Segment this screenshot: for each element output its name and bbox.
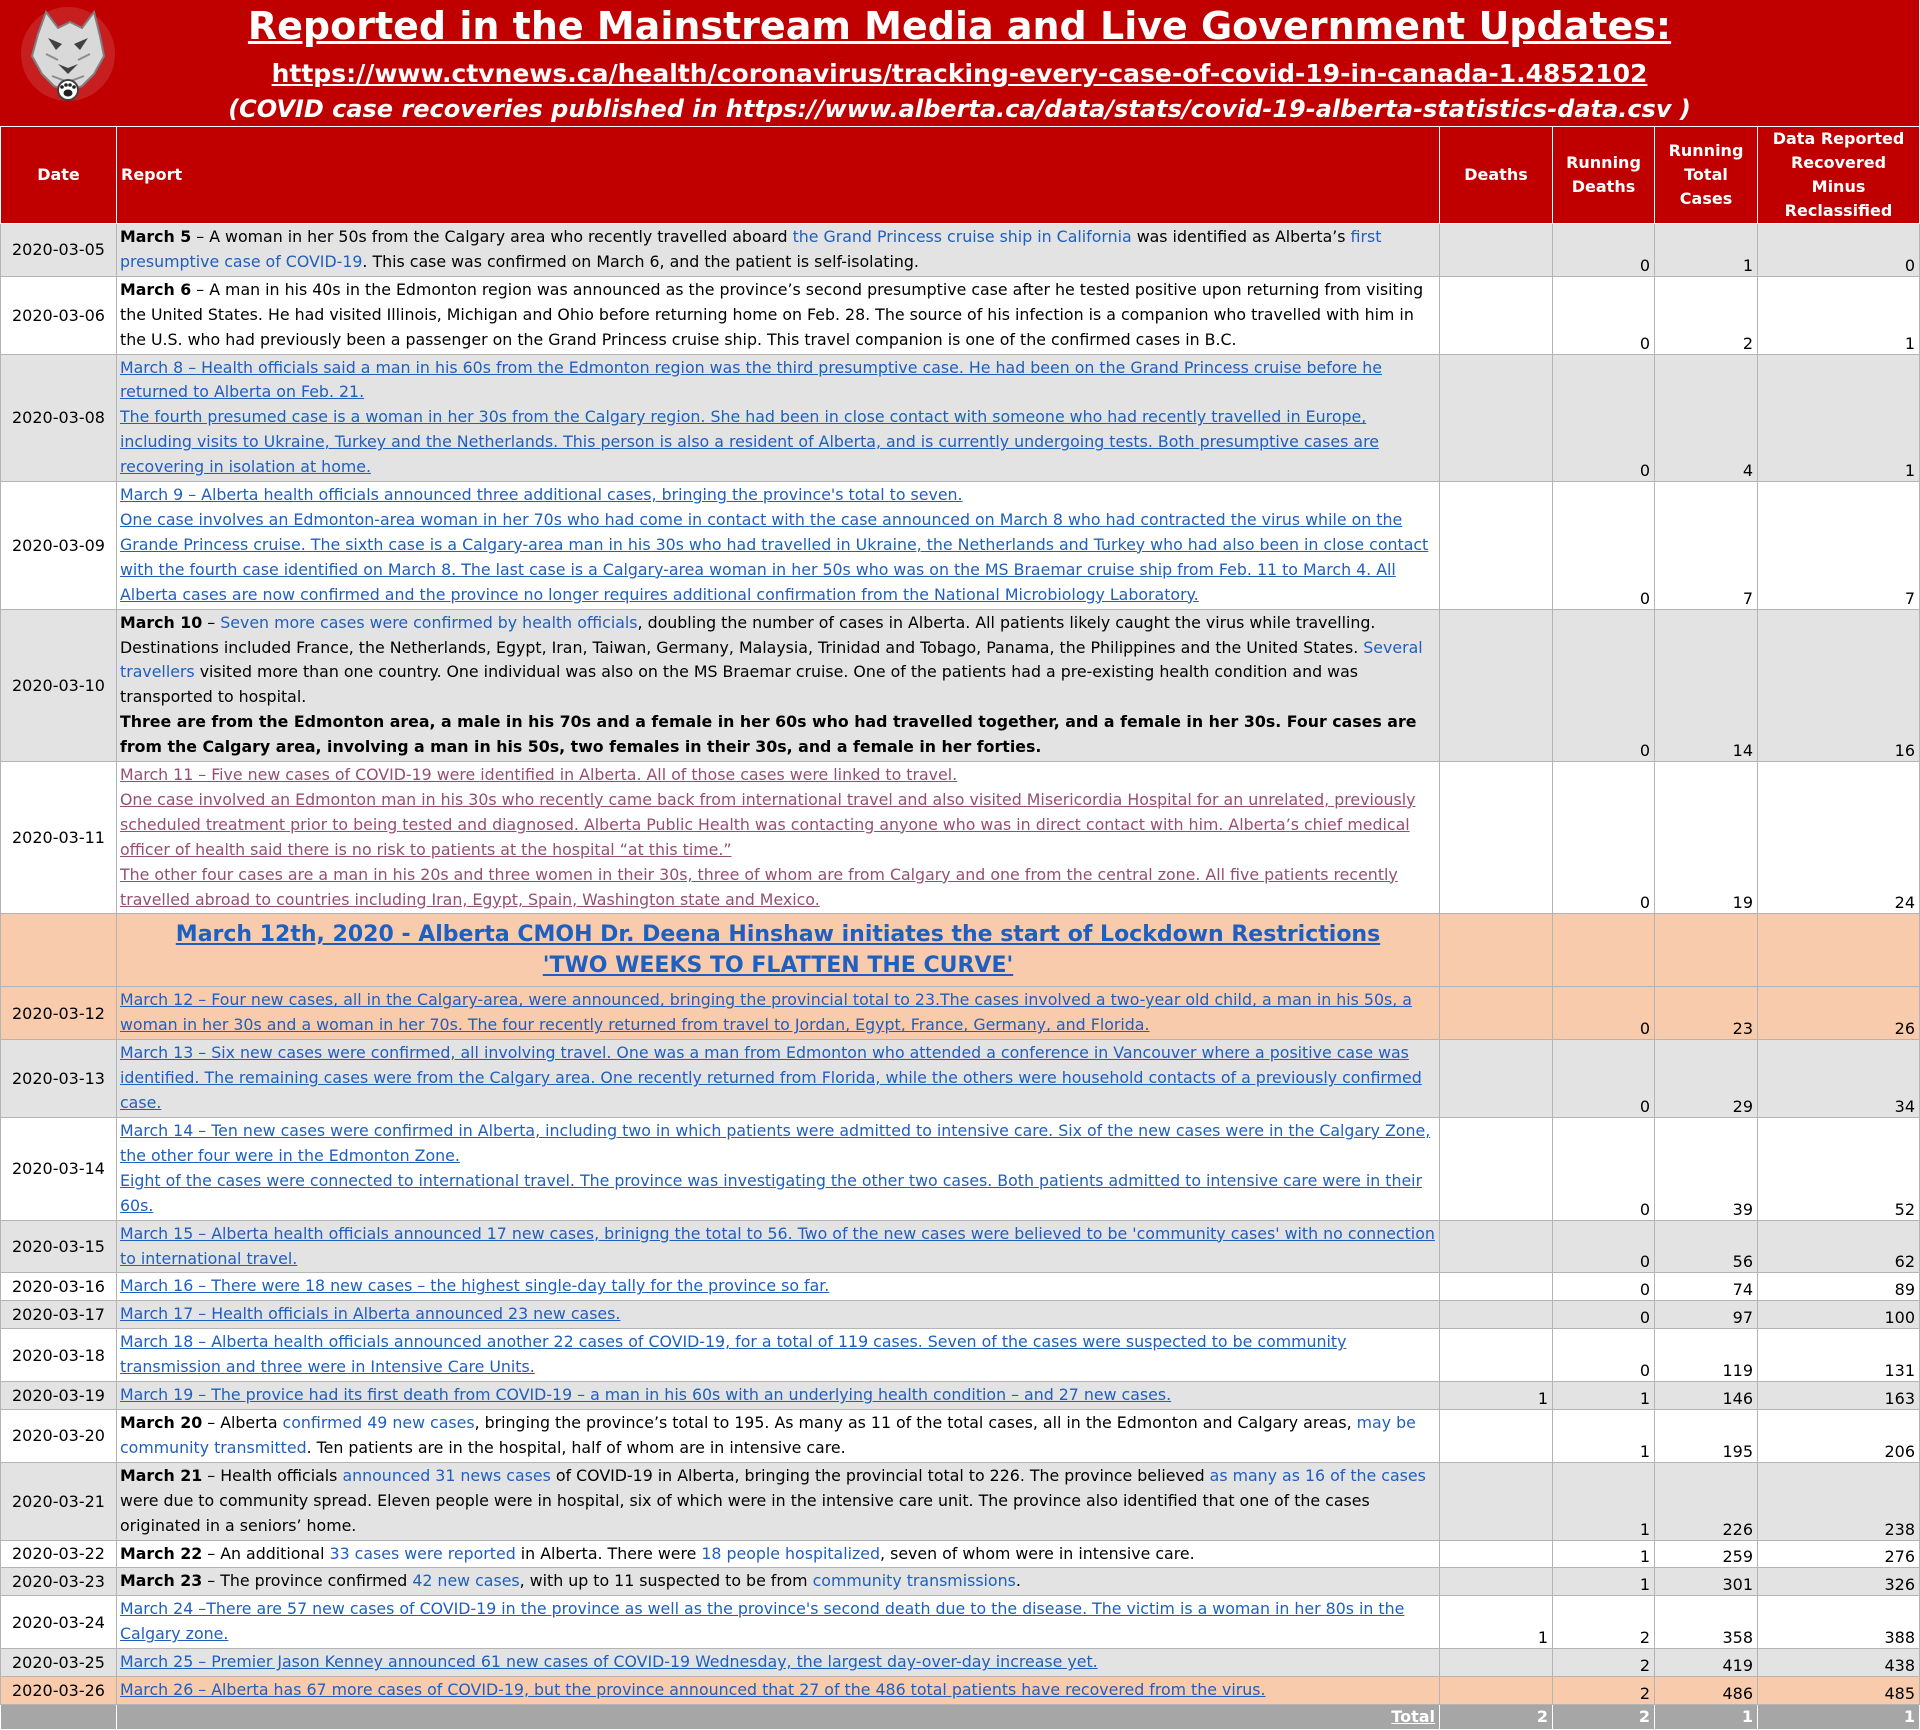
report-text: , bringing the province’s total to 195. As many as 11 of the total cases, all in the Edmonton and Calgary areas, [474,1412,1357,1432]
deaths-cell [1440,1220,1553,1273]
report-text: of COVID-19 in Alberta, bringing the provincial total to 226. The province believed [550,1465,1210,1485]
deaths-cell [1440,1040,1553,1118]
running-total-cell [1655,914,1758,987]
report-text: – An additional [202,1543,330,1563]
deaths-cell [1440,482,1553,610]
lockdown-banner-row [1,914,1920,987]
report-link[interactable]: March 26 – Alberta has 67 more cases of COVID-19, but the province announced that 27 of the 486 total patients have recovered from the virus. [120,1680,1266,1700]
report-text: – [202,612,221,632]
running-total-cell: 119 [1655,1329,1758,1382]
date-cell: 2020-03-15 [1,1220,117,1273]
report-date-label: March 6 [120,279,192,299]
recovered-cell: 485 [1758,1677,1920,1705]
recovered-cell: 26 [1758,987,1920,1040]
report-cell [117,1382,1440,1410]
report-link[interactable]: March 19 – The provice had its first death from COVID-19 – a man in his 60s with an underlying health condition – and 27 new cases. [120,1385,1172,1405]
date-cell: 2020-03-05 [1,224,117,277]
running-deaths-cell: 0 [1553,1329,1655,1382]
recovered-cell: 100 [1758,1301,1920,1329]
table-row [1,1409,1920,1462]
recovered-cell: 7 [1758,482,1920,610]
date-cell: 2020-03-25 [1,1649,117,1677]
recovered-cell: 24 [1758,762,1920,914]
table-row [1,1568,1920,1596]
report-link[interactable]: March 8 – Health officials said a man in his 60s from the Edmonton region was the third presumptive case. He had been on the Grand Princess cruise before he returned to Alberta on Feb. 21. [120,357,1383,402]
deaths-cell [1440,1540,1553,1568]
table-row [1,1596,1920,1649]
table-row [1,609,1920,761]
report-link[interactable]: confirmed 49 new cases [282,1412,475,1432]
running-deaths-cell: 0 [1553,987,1655,1040]
table-row [1,1649,1920,1677]
running-deaths-cell: 0 [1553,609,1655,761]
table-row [1,276,1920,354]
report-text: . [1015,1571,1021,1591]
running-total-cell: 97 [1655,1301,1758,1329]
date-cell: 2020-03-26 [1,1677,117,1705]
report-text: , seven of whom were in intensive care. [880,1543,1195,1563]
table-row [1,1462,1920,1540]
table-row [1,224,1920,277]
recovered-cell: 0 [1758,224,1920,277]
report-cell [117,1273,1440,1301]
column-header-date: Date [1,127,117,224]
running-deaths-cell: 0 [1553,762,1655,914]
report-cell [117,1649,1440,1677]
total-label: Total [1391,1707,1435,1727]
column-header-report: Report [117,127,1440,224]
report-text: – A woman in her 50s from the Calgary area who recently travelled aboard [191,227,793,246]
running-deaths-cell: 0 [1553,1118,1655,1221]
running-total-cell: 2 [1655,276,1758,354]
table-row [1,1118,1920,1221]
report-cell [117,987,1440,1040]
running-deaths-cell: 0 [1553,1220,1655,1273]
running-deaths-cell: 0 [1553,1273,1655,1301]
running-total-cell: 419 [1655,1649,1758,1677]
report-link[interactable]: 18 people hospitalized [701,1543,881,1563]
date-cell: 2020-03-21 [1,1462,117,1540]
running-deaths-cell: 0 [1553,1040,1655,1118]
report-link[interactable]: Eight of the cases were connected to international travel. The province was investigating the other two cases. Both patients admitted to intensive care were in their 60s. [120,1170,1423,1215]
report-cell [117,1596,1440,1649]
date-cell [1,914,117,987]
report-text: visited more than one country. One individual was also on the MS Braemar cruise. One of the patients had a pre-existing health condition and was transported to hospital. [120,662,1358,707]
table-row [1,1382,1920,1410]
report-link[interactable]: Several travellers [120,637,1423,682]
date-cell: 2020-03-10 [1,609,117,761]
date-cell: 2020-03-22 [1,1540,117,1568]
running-deaths-cell: 2 [1553,1677,1655,1705]
report-text: – A man in his 40s in the Edmonton region was announced as the province’s second presumptive case after he tested positive upon returning from visiting the United States. He had visited Illinois, Michigan and Ohio before returning home on Feb. 28. The source of his infection is a companion who travelled with him in the U.S. who had previously been a passenger on the Grand Princess cruise ship. This travel companion is one of the confirmed cases in B.C. [120,279,1424,349]
running-deaths-cell: 0 [1553,354,1655,482]
report-cell [117,1220,1440,1273]
deaths-cell [1440,1568,1553,1596]
running-total-cell: 56 [1655,1220,1758,1273]
page-title: Reported in the Mainstream Media and Live Government Updates: [247,4,1672,48]
running-deaths-cell: 1 [1553,1382,1655,1410]
report-link[interactable]: March 12 – Four new cases, all in the Calgary-area, were announced, bringing the provincial total to 23.The cases involved a two-year old child, a man in his 50s, a woman in her 30s and a woman in her 70s. The four recently returned from travel to Jordan, Egypt, France, Germany, and Florida. [120,990,1412,1035]
date-cell: 2020-03-24 [1,1596,117,1649]
recovered-cell: 62 [1758,1220,1920,1273]
report-link[interactable]: One case involves an Edmonton-area woman in her 70s who had come in contact with the case announced on March 8 who had contracted the virus while on the Grande Princess cruise. The sixth case is a Calgary-area man in his 30s who had travelled in Ukraine, the Netherlands and Turkey who had also been in close contact with the fourth case identified on March 8. The last case is a Calgary-area woman in her 50s who was on the MS Braemar cruise ship from Feb. 11 to March 4. All Alberta cases are now confirmed and the province no longer requires additional confirmation from the National Microbiology Laboratory. [120,509,1429,604]
total-deaths-cell: 2 [1440,1704,1553,1729]
report-link[interactable]: The fourth presumed case is a woman in her 30s from the Calgary region. She had been in close contact with someone who had recently travelled in Europe, including visits to Ukraine, Turkey and the Netherlands. This person is also a resident of Alberta, and is currently undergoing tests. Both presumptive cases are recovering in isolation at home. [120,407,1379,477]
report-link[interactable]: announced 31 news cases [342,1465,551,1485]
running-total-cell: 23 [1655,987,1758,1040]
deaths-cell [1440,914,1553,987]
running-total-cell: 19 [1655,762,1758,914]
running-total-cell: 7 [1655,482,1758,610]
running-deaths-cell: 0 [1553,276,1655,354]
table-row [1,1273,1920,1301]
deaths-cell: 1 [1440,1596,1553,1649]
report-text: were due to community spread. Eleven people were in hospital, six of which were in the intensive care unit. The province also identified that one of the cases originated in a seniors’ home. [120,1490,1370,1535]
date-cell: 2020-03-23 [1,1568,117,1596]
column-header-running-deaths: Running Deaths [1553,127,1655,224]
running-deaths-cell: 1 [1553,1568,1655,1596]
total-label-cell [117,1704,1440,1729]
report-cell [117,1118,1440,1221]
report-link[interactable]: March 15 – Alberta health officials announced 17 new cases, brinigng the total to 56. Two of the new cases were believed to be 'community cases' with no connection to international travel. [120,1223,1435,1268]
running-deaths-cell: 0 [1553,482,1655,610]
running-deaths-cell: 1 [1553,1409,1655,1462]
table-header-row [1,127,1920,224]
report-text: – Alberta [202,1412,283,1432]
running-total-cell: 146 [1655,1382,1758,1410]
report-text: . Ten patients are in the hospital, half of whom are in intensive care. [306,1437,846,1457]
running-total-cell: 1 [1655,224,1758,277]
report-text: , with up to 11 suspected to be from [519,1571,813,1591]
report-link[interactable]: March 24 –There are 57 new cases of COVID-19 in the province as well as the province's second death due to the disease. The victim is a woman in her 80s in the Calgary zone. [120,1599,1405,1644]
report-cell [117,1329,1440,1382]
recovered-cell: 1 [1758,354,1920,482]
deaths-cell [1440,1649,1553,1677]
table-row [1,354,1920,482]
date-cell: 2020-03-06 [1,276,117,354]
report-link[interactable]: the Grand Princess cruise ship in California [792,227,1132,246]
report-cell [117,482,1440,610]
recovered-cell: 206 [1758,1409,1920,1462]
column-header-recovered: Data Reported Recovered Minus Reclassified [1758,127,1920,224]
report-link[interactable]: March 17 – Health officials in Alberta announced 23 new cases. [120,1304,621,1324]
recovered-cell: 89 [1758,1273,1920,1301]
deaths-cell [1440,1118,1553,1221]
deaths-cell [1440,1462,1553,1540]
table-row [1,482,1920,610]
report-link[interactable]: 42 new cases [412,1571,520,1591]
total-recovered-cell: 1 [1758,1704,1920,1729]
deaths-cell [1440,987,1553,1040]
recovered-cell: 52 [1758,1118,1920,1221]
date-cell: 2020-03-14 [1,1118,117,1221]
running-total-cell: 259 [1655,1540,1758,1568]
table-row [1,1540,1920,1568]
deaths-cell [1440,354,1553,482]
running-deaths-cell: 2 [1553,1649,1655,1677]
report-cell [117,1040,1440,1118]
total-row [1,1704,1920,1729]
report-link[interactable]: March 16 – There were 18 new cases – the highest single-day tally for the province so far. [120,1276,830,1296]
date-cell: 2020-03-08 [1,354,117,482]
deaths-cell [1440,1329,1553,1382]
date-cell: 2020-03-09 [1,482,117,610]
report-link[interactable]: March 13 – Six new cases were confirmed, all involving travel. One was a man from Edmonton who attended a conference in Vancouver where a positive case was identified. The remaining cases were from the Calgary area. One recently returned from Florida, while the others were household contacts of a previously confirmed case. [120,1043,1422,1113]
report-link[interactable]: March 18 – Alberta health officials announced another 22 cases of COVID-19, for a total of 119 cases. Seven of the cases were suspected to be community transmission and three were in Intensive Care Units. [120,1332,1347,1377]
deaths-cell [1440,1677,1553,1705]
report-link[interactable]: March 11 – Five new cases of COVID-19 were identified in Alberta. All of those cases were linked to travel. [120,765,958,785]
table-row [1,762,1920,914]
date-cell: 2020-03-17 [1,1301,117,1329]
report-link[interactable]: The other four cases are a man in his 20s and three women in their 30s, three of whom are from Calgary and one from the central zone. All five patients recently travelled abroad to countries including Iran, Egypt, Spain, Washington state and Mexico. [120,864,1398,909]
date-cell: 2020-03-16 [1,1273,117,1301]
report-cell [117,1677,1440,1705]
running-total-cell: 195 [1655,1409,1758,1462]
deaths-cell: 1 [1440,1382,1553,1410]
recovered-cell: 163 [1758,1382,1920,1410]
report-link[interactable]: March 25 – Premier Jason Kenney announced 61 new cases of COVID-19 Wednesday, the largest day-over-day increase yet. [120,1652,1098,1672]
report-cell [117,224,1440,277]
lockdown-line-2[interactable]: 'TWO WEEKS TO FLATTEN THE CURVE' [542,953,1014,979]
running-total-cell: 29 [1655,1040,1758,1118]
recovered-cell: 438 [1758,1649,1920,1677]
running-total-cell: 4 [1655,354,1758,482]
running-deaths-cell: 0 [1553,1301,1655,1329]
report-cell [117,762,1440,914]
table-row [1,987,1920,1040]
recovered-cell: 326 [1758,1568,1920,1596]
table-row [1,1677,1920,1705]
recovered-cell: 16 [1758,609,1920,761]
report-cell [117,1568,1440,1596]
deaths-cell [1440,1409,1553,1462]
date-cell: 2020-03-19 [1,1382,117,1410]
recovered-cell: 238 [1758,1462,1920,1540]
report-date-label: March 21 [120,1465,203,1485]
report-date-label: March 10 [120,612,203,632]
deaths-cell [1440,609,1553,761]
report-link[interactable]: may be community transmitted [120,1412,1416,1457]
report-text: , doubling the number of cases in Alberta. All patients likely caught the virus while travelling. Destinations included France, the Netherlands, Egypt, Iran, Taiwan, Germany, Malaysia, Trinidad and Tobago, Panama, the Philippines and the United States. [120,612,1376,657]
source-url-link[interactable]: https://www.ctvnews.ca/health/coronavirus/tracking-every-case-of-covid-19-in-canada-1.4852102 [271,59,1648,88]
header-banner [0,0,1919,126]
cases-table [0,126,1920,1730]
lockdown-announcement[interactable] [117,914,1440,987]
report-text: – Health officials [202,1465,343,1485]
running-deaths-cell: 0 [1553,224,1655,277]
running-total-cell: 39 [1655,1118,1758,1221]
report-date-label: March 20 [120,1412,203,1432]
running-total-cell: 74 [1655,1273,1758,1301]
running-total-cell: 358 [1655,1596,1758,1649]
running-deaths-cell: 1 [1553,1462,1655,1540]
running-deaths-cell [1553,914,1655,987]
deaths-cell [1440,224,1553,277]
running-total-cell: 14 [1655,609,1758,761]
total-running-deaths-cell: 2 [1553,1704,1655,1729]
date-cell: 2020-03-11 [1,762,117,914]
report-text: . This case was confirmed on March 6, and the patient is self-isolating. [362,251,919,271]
table-row [1,1040,1920,1118]
deaths-cell [1440,1273,1553,1301]
table-row [1,1301,1920,1329]
report-text: – The province confirmed [202,1571,413,1591]
running-total-cell: 226 [1655,1462,1758,1540]
recovered-cell: 34 [1758,1040,1920,1118]
date-cell: 2020-03-13 [1,1040,117,1118]
deaths-cell [1440,276,1553,354]
report-date-label: March 22 [120,1543,203,1563]
report-bold-paragraph: Three are from the Edmonton area, a male in his 70s and a female in her 60s who had travelled together, and a female in her 30s. Four cases are from the Calgary area, involving a man in his 50s, two females in their 30s, and a female in her forties. [120,712,1417,757]
report-cell [117,1409,1440,1462]
date-cell: 2020-03-12 [1,987,117,1040]
recovered-cell: 131 [1758,1329,1920,1382]
recovered-cell: 276 [1758,1540,1920,1568]
recovered-cell: 388 [1758,1596,1920,1649]
report-cell [117,1462,1440,1540]
report-text: in Alberta. There were [515,1543,702,1563]
lockdown-line-1[interactable]: March 12th, 2020 - Alberta CMOH Dr. Deena Hinshaw initiates the start of Lockdown Restrictions [175,922,1381,948]
recovered-cell: 1 [1758,276,1920,354]
date-cell [1,1704,117,1729]
report-text: was identified as Alberta’s [1131,227,1351,246]
recovered-cell [1758,914,1920,987]
report-cell [117,354,1440,482]
report-link[interactable]: community transmissions [812,1571,1016,1591]
report-date-label: March 5 [120,227,192,246]
report-link[interactable]: 33 cases were reported [329,1543,516,1563]
running-total-cell: 301 [1655,1568,1758,1596]
deaths-cell [1440,762,1553,914]
column-header-running-total: Running Total Cases [1655,127,1758,224]
wolf-logo-icon [18,4,118,104]
date-cell: 2020-03-20 [1,1409,117,1462]
table-row [1,1220,1920,1273]
running-deaths-cell: 1 [1553,1540,1655,1568]
column-header-deaths: Deaths [1440,127,1553,224]
total-running-total-cell: 1 [1655,1704,1758,1729]
report-date-label: March 23 [120,1571,203,1591]
report-link[interactable]: March 14 – Ten new cases were confirmed in Alberta, including two in which patients were admitted to intensive care. Six of the new cases were in the Calgary Zone, the other four were in the Edmonton Zone. [120,1121,1431,1165]
running-total-cell: 486 [1655,1677,1758,1705]
date-cell: 2020-03-18 [1,1329,117,1382]
report-link[interactable]: March 9 – Alberta health officials announced three additional cases, bringing the province's total to seven. [120,485,963,505]
report-cell [117,1301,1440,1329]
report-cell [117,609,1440,761]
report-cell [117,276,1440,354]
table-row [1,1329,1920,1382]
report-link[interactable]: as many as 16 of the cases [1209,1465,1426,1485]
report-link[interactable]: One case involved an Edmonton man in his 30s who recently came back from international travel and also visited Misericordia Hospital for an unrelated, previously scheduled treatment prior to being tested and diagnosed. Alberta Public Health was contacting anyone who was in direct contact with him. Alberta’s chief medical officer of health said there is no risk to patients at the hospital “at this time.” [120,789,1416,859]
running-deaths-cell: 2 [1553,1596,1655,1649]
report-cell [117,1540,1440,1568]
deaths-cell [1440,1301,1553,1329]
recoveries-source-note[interactable]: (COVID case recoveries published in https://www.alberta.ca/data/stats/covid-19-alberta-statistics-data.csv ) [228,95,1691,123]
report-link[interactable]: Seven more cases were confirmed by health officials [220,612,638,632]
report-link[interactable]: first presumptive case of COVID-19 [120,227,1382,271]
